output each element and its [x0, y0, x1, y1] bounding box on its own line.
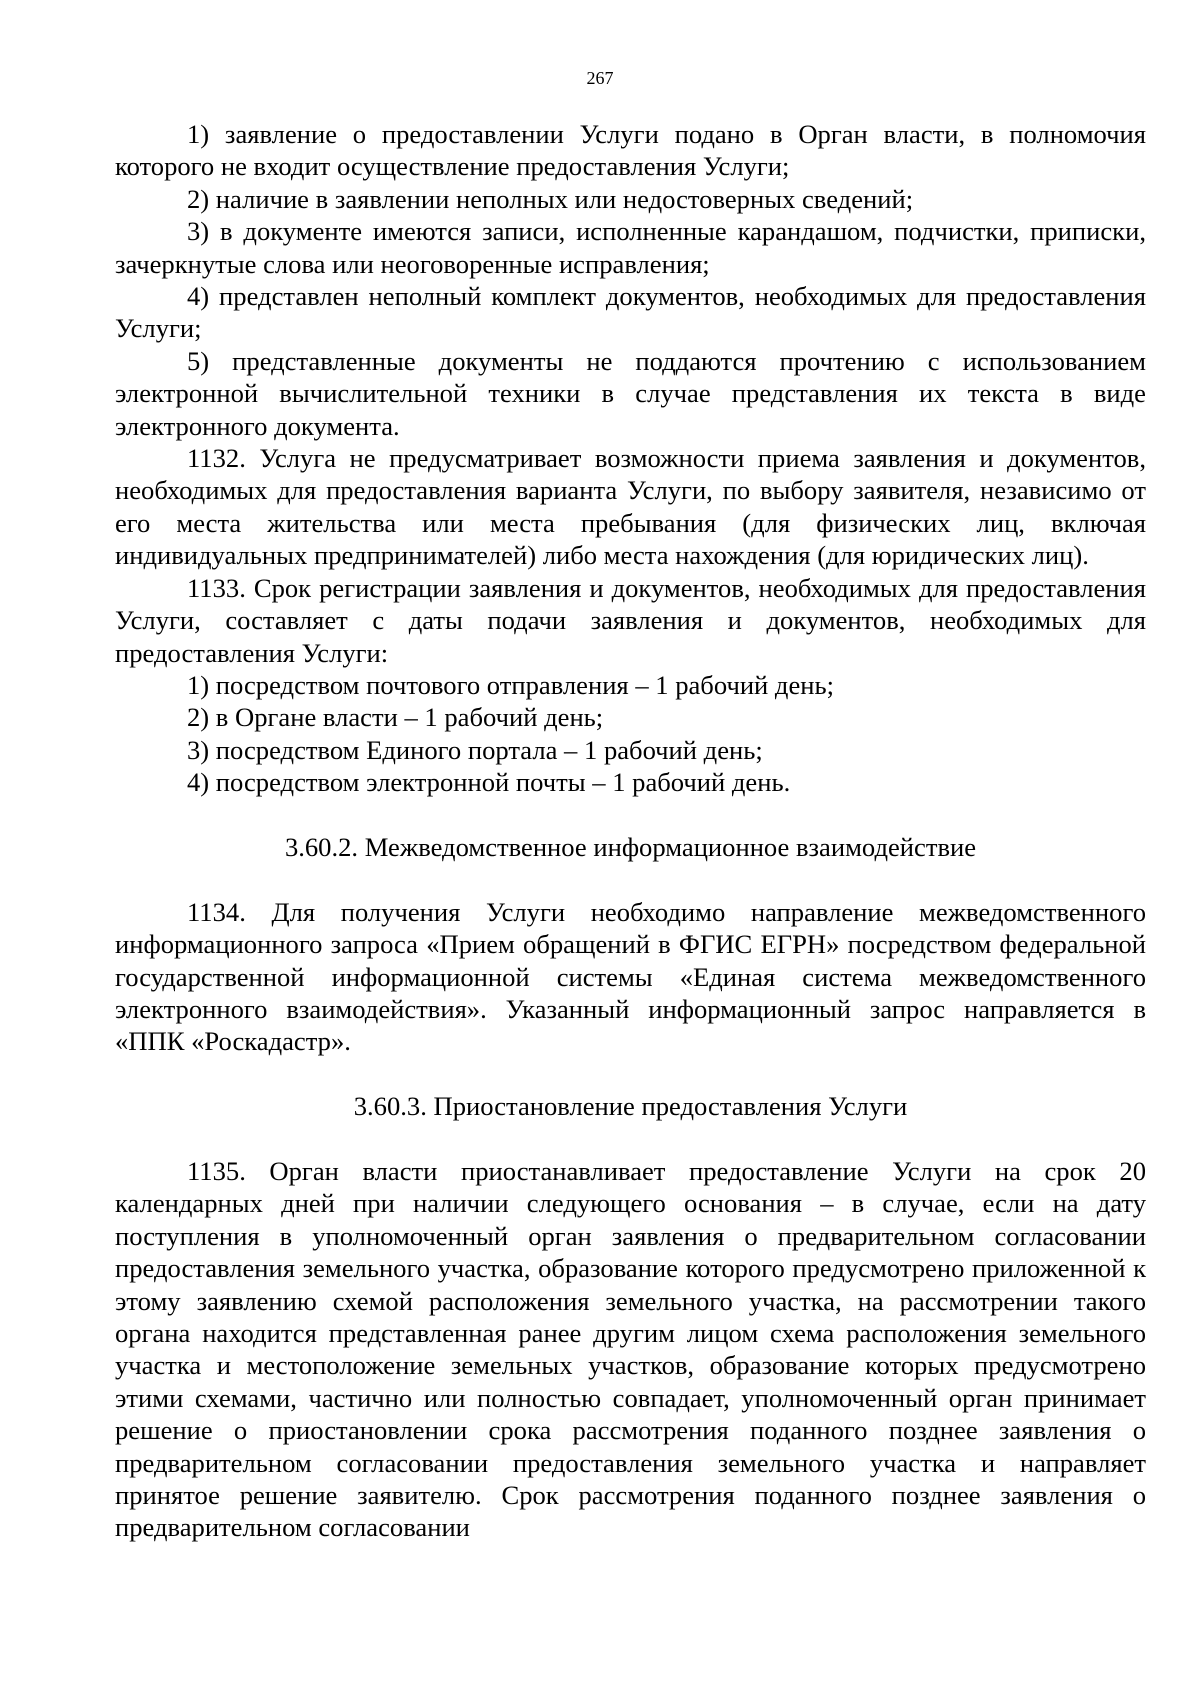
paragraph-1133-item-3: 3) посредством Единого портала – 1 рабочий день; — [187, 734, 763, 765]
section-gap — [115, 863, 1146, 895]
paragraph-item-5: 5) представленные документы не поддаются прочтению с использованием электронной вычислительной техники в случае представления их текста в виде электронного документа. — [115, 345, 1146, 441]
paragraph-1133-item-1: 1) посредством почтового отправления – 1 рабочий день; — [187, 669, 835, 700]
paragraph-item-4: 4) представлен неполный комплект документов, необходимых для предоставления Услуги; — [115, 281, 1146, 344]
paragraph-item-2: 2) наличие в заявлении неполных или недостоверных сведений; — [187, 183, 914, 214]
paragraph-1132: 1132. Услуга не предусматривает возможности приема заявления и документов, необходимых для предоставления варианта Услуги, по выбору заявителя, независимо от его места жительства или места пребывания (для физических лиц, включая индивидуальных предпринимателей) либо места нахождения (для юридических лиц). — [115, 443, 1146, 571]
paragraph-1135: 1135. Орган власти приостанавливает предоставление Услуги на срок 20 календарных дней при наличии следующего основания – в случае, если на дату поступления в уполномоченный орган заявления о предварительном согласовании предоставления земельного участка, образование которого предусмотрено приложенной к этому заявлению схемой расположения земельного участка, на рассмотрении такого органа находится представленная ранее другим лицом схема расположения земельного участка и местоположение земельных участков, образование которых предусмотрено этими схемами, частично или полностью совпадает, уполномоченный орган принимает решение о приостановлении срока рассмотрения поданного позднее заявления о предварительном согласовании предоставления земельного участка и направляет принятое решение заявителю. Срок рассмотрения поданного позднее заявления о предварительном согласовании — [115, 1155, 1146, 1543]
paragraph-1134: 1134. Для получения Услуги необходимо направление межведомственного информационного запроса «Прием обращений в ФГИС ЕГРН» посредством федеральной государственной информационной системы «Единая система межведомственного электронного взаимодействия». Указанный информационный запрос направляется в «ППК «Роскадастр». — [115, 896, 1146, 1057]
paragraph-1133: 1133. Срок регистрации заявления и документов, необходимых для предоставления Услуги, составляет с даты подачи заявления и документов, необходимых для предоставления Услуги: — [115, 572, 1146, 668]
section-gap — [115, 799, 1146, 831]
section-gap — [115, 1123, 1146, 1155]
paragraph-1133-item-2: 2) в Органе власти – 1 рабочий день; — [187, 702, 604, 733]
paragraph-item-3: 3) в документе имеются записи, исполненные карандашом, подчистки, приписки, зачеркнутые слова или неоговоренные исправления; — [115, 216, 1146, 279]
paragraph-1133-item-4: 4) посредством электронной почты – 1 рабочий день. — [187, 767, 791, 798]
document-body — [115, 118, 1146, 1544]
paragraph-item-1: 1) заявление о предоставлении Услуги подано в Орган власти, в полномочия которого не входит осуществление предоставления Услуги; — [115, 119, 1146, 182]
section-heading-3-60-2: 3.60.2. Межведомственное информационное взаимодействие — [284, 831, 977, 862]
page-number: 267 — [586, 68, 614, 88]
section-heading-3-60-3: 3.60.3. Приостановление предоставления Услуги — [353, 1091, 908, 1122]
section-gap — [115, 1058, 1146, 1090]
